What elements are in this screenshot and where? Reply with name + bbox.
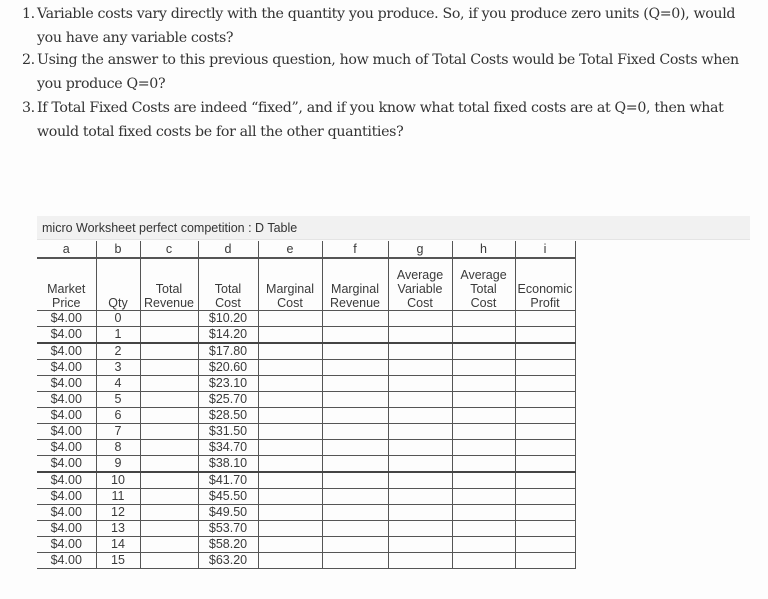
qty-cell[interactable]: 14 bbox=[96, 537, 140, 553]
question-2 bbox=[0, 48, 752, 96]
question-1 bbox=[0, 2, 752, 50]
atc-cell[interactable] bbox=[452, 472, 515, 489]
total-revenue-cell[interactable] bbox=[140, 440, 198, 456]
total-cost-cell[interactable]: $10.20 bbox=[198, 311, 258, 327]
avc-cell[interactable] bbox=[388, 424, 452, 440]
table-row bbox=[37, 311, 575, 327]
worksheet-title: micro Worksheet perfect competition : D Table bbox=[37, 216, 750, 240]
economic-profit-cell[interactable] bbox=[515, 440, 575, 456]
total-revenue-cell[interactable] bbox=[140, 424, 198, 440]
question-number: 3. bbox=[22, 100, 35, 116]
total-revenue-cell[interactable] bbox=[140, 311, 198, 327]
table-row bbox=[37, 456, 575, 473]
column-header bbox=[198, 258, 258, 311]
market-price-cell[interactable]: $4.00 bbox=[37, 521, 96, 537]
market-price-cell[interactable]: $4.00 bbox=[37, 440, 96, 456]
economic-profit-cell[interactable] bbox=[515, 311, 575, 327]
avc-cell[interactable] bbox=[388, 489, 452, 505]
marginal-cost-cell[interactable] bbox=[258, 489, 322, 505]
qty-cell[interactable]: 2 bbox=[96, 343, 140, 360]
qty-cell[interactable]: 4 bbox=[96, 376, 140, 392]
marginal-cost-cell[interactable] bbox=[258, 327, 322, 344]
marginal-revenue-cell[interactable] bbox=[322, 537, 388, 553]
marginal-revenue-cell[interactable] bbox=[322, 311, 388, 327]
qty-cell[interactable]: 8 bbox=[96, 440, 140, 456]
column-header-line: Economic bbox=[517, 282, 573, 296]
table-row bbox=[37, 424, 575, 440]
marginal-revenue-cell[interactable] bbox=[322, 456, 388, 473]
column-letter: h bbox=[452, 241, 515, 258]
table-row bbox=[37, 505, 575, 521]
economic-profit-cell[interactable] bbox=[515, 343, 575, 360]
marginal-cost-cell[interactable] bbox=[258, 311, 322, 327]
total-revenue-cell[interactable] bbox=[140, 521, 198, 537]
question-text: Variable costs vary directly with the quantity you produce. So, if you produce zero units (Q=0), would you have any variable costs? bbox=[37, 6, 736, 46]
marginal-revenue-cell[interactable] bbox=[322, 472, 388, 489]
column-header bbox=[452, 258, 515, 311]
total-revenue-cell[interactable] bbox=[140, 392, 198, 408]
market-price-cell[interactable]: $4.00 bbox=[37, 472, 96, 489]
marginal-revenue-cell[interactable] bbox=[322, 327, 388, 344]
qty-cell[interactable]: 6 bbox=[96, 408, 140, 424]
column-letter: a bbox=[37, 241, 96, 258]
economic-profit-cell[interactable] bbox=[515, 376, 575, 392]
economic-profit-cell[interactable] bbox=[515, 392, 575, 408]
table-row bbox=[37, 408, 575, 424]
marginal-cost-cell[interactable] bbox=[258, 440, 322, 456]
market-price-cell[interactable]: $4.00 bbox=[37, 392, 96, 408]
atc-cell[interactable] bbox=[452, 553, 515, 569]
economic-profit-cell[interactable] bbox=[515, 537, 575, 553]
atc-cell[interactable] bbox=[452, 489, 515, 505]
column-header-line: Price bbox=[52, 296, 81, 310]
total-revenue-cell[interactable] bbox=[140, 489, 198, 505]
column-letter: c bbox=[140, 241, 198, 258]
question-list bbox=[0, 0, 768, 144]
market-price-cell[interactable]: $4.00 bbox=[37, 376, 96, 392]
economic-profit-cell[interactable] bbox=[515, 472, 575, 489]
column-header-line: Revenue bbox=[329, 296, 381, 310]
market-price-cell[interactable]: $4.00 bbox=[37, 424, 96, 440]
marginal-cost-cell[interactable] bbox=[258, 505, 322, 521]
atc-cell[interactable] bbox=[452, 505, 515, 521]
question-number: 2. bbox=[22, 52, 35, 68]
total-revenue-cell[interactable] bbox=[140, 360, 198, 376]
column-header-line: Variable bbox=[397, 282, 443, 296]
column-header-line: Marginal bbox=[266, 282, 314, 296]
atc-cell[interactable] bbox=[452, 440, 515, 456]
economic-profit-cell[interactable] bbox=[515, 489, 575, 505]
column-header bbox=[96, 258, 140, 311]
avc-cell[interactable] bbox=[388, 440, 452, 456]
question-text: If Total Fixed Costs are indeed “fixed”, and if you know what total fixed costs are at Q=0, then what would total fixed costs be for all the other quantities? bbox=[37, 100, 724, 140]
total-revenue-cell[interactable] bbox=[140, 472, 198, 489]
marginal-revenue-cell[interactable] bbox=[322, 505, 388, 521]
total-cost-cell[interactable]: $58.20 bbox=[198, 537, 258, 553]
marginal-cost-cell[interactable] bbox=[258, 553, 322, 569]
column-letter: i bbox=[515, 241, 575, 258]
table-row bbox=[37, 489, 575, 505]
market-price-cell[interactable]: $4.00 bbox=[37, 537, 96, 553]
market-price-cell[interactable]: $4.00 bbox=[37, 408, 96, 424]
marginal-revenue-cell[interactable] bbox=[322, 376, 388, 392]
column-header-line: Marginal bbox=[331, 282, 379, 296]
table-row bbox=[37, 521, 575, 537]
total-cost-cell[interactable]: $17.80 bbox=[198, 343, 258, 360]
total-revenue-cell[interactable] bbox=[140, 505, 198, 521]
avc-cell[interactable] bbox=[388, 456, 452, 473]
total-cost-cell[interactable]: $14.20 bbox=[198, 327, 258, 344]
market-price-cell[interactable]: $4.00 bbox=[37, 505, 96, 521]
atc-cell[interactable] bbox=[452, 408, 515, 424]
marginal-revenue-cell[interactable] bbox=[322, 521, 388, 537]
column-header-line: Qty bbox=[108, 296, 128, 310]
avc-cell[interactable] bbox=[388, 521, 452, 537]
table-row bbox=[37, 440, 575, 456]
question-text: Using the answer to this previous question, how much of Total Costs would be Total Fixed Costs when you produce Q=0? bbox=[37, 52, 739, 92]
marginal-revenue-cell[interactable] bbox=[322, 424, 388, 440]
atc-cell[interactable] bbox=[452, 327, 515, 344]
avc-cell[interactable] bbox=[388, 505, 452, 521]
market-price-cell[interactable]: $4.00 bbox=[37, 489, 96, 505]
column-header-line: Cost bbox=[407, 296, 433, 310]
avc-cell[interactable] bbox=[388, 311, 452, 327]
qty-cell[interactable]: 9 bbox=[96, 456, 140, 473]
total-cost-cell[interactable]: $38.10 bbox=[198, 456, 258, 473]
column-letter: g bbox=[388, 241, 452, 258]
column-letter: b bbox=[96, 241, 140, 258]
column-header-line: Profit bbox=[530, 296, 560, 310]
avc-cell[interactable] bbox=[388, 537, 452, 553]
qty-cell[interactable]: 0 bbox=[96, 311, 140, 327]
marginal-revenue-cell[interactable] bbox=[322, 392, 388, 408]
marginal-revenue-cell[interactable] bbox=[322, 360, 388, 376]
total-cost-cell[interactable]: $28.50 bbox=[198, 408, 258, 424]
table-row bbox=[37, 360, 575, 376]
economic-profit-cell[interactable] bbox=[515, 360, 575, 376]
atc-cell[interactable] bbox=[452, 360, 515, 376]
column-header bbox=[37, 258, 96, 311]
column-letter: e bbox=[258, 241, 322, 258]
total-revenue-cell[interactable] bbox=[140, 343, 198, 360]
qty-cell[interactable]: 12 bbox=[96, 505, 140, 521]
qty-cell[interactable]: 11 bbox=[96, 489, 140, 505]
atc-cell[interactable] bbox=[452, 376, 515, 392]
market-price-cell[interactable]: $4.00 bbox=[37, 360, 96, 376]
avc-cell[interactable] bbox=[388, 343, 452, 360]
column-header bbox=[322, 258, 388, 311]
total-revenue-cell[interactable] bbox=[140, 456, 198, 473]
economic-profit-cell[interactable] bbox=[515, 521, 575, 537]
qty-cell[interactable]: 3 bbox=[96, 360, 140, 376]
avc-cell[interactable] bbox=[388, 360, 452, 376]
avc-cell[interactable] bbox=[388, 376, 452, 392]
column-header-line bbox=[97, 282, 140, 296]
economic-profit-cell[interactable] bbox=[515, 424, 575, 440]
table-row bbox=[37, 537, 575, 553]
atc-cell[interactable] bbox=[452, 537, 515, 553]
marginal-cost-cell[interactable] bbox=[258, 360, 322, 376]
marginal-revenue-cell[interactable] bbox=[322, 343, 388, 360]
marginal-cost-cell[interactable] bbox=[258, 424, 322, 440]
table-row bbox=[37, 343, 575, 360]
atc-cell[interactable] bbox=[452, 424, 515, 440]
qty-cell[interactable]: 15 bbox=[96, 553, 140, 569]
marginal-revenue-cell[interactable] bbox=[322, 553, 388, 569]
total-cost-cell[interactable]: $63.20 bbox=[198, 553, 258, 569]
qty-cell[interactable]: 10 bbox=[96, 472, 140, 489]
cost-table bbox=[37, 241, 576, 569]
economic-profit-cell[interactable] bbox=[515, 327, 575, 344]
total-cost-cell[interactable]: $53.70 bbox=[198, 521, 258, 537]
economic-profit-cell[interactable] bbox=[515, 456, 575, 473]
qty-cell[interactable]: 13 bbox=[96, 521, 140, 537]
total-cost-cell[interactable]: $20.60 bbox=[198, 360, 258, 376]
total-cost-cell[interactable]: $45.50 bbox=[198, 489, 258, 505]
column-header-line: Market bbox=[47, 282, 86, 296]
market-price-cell[interactable]: $4.00 bbox=[37, 553, 96, 569]
qty-cell[interactable]: 5 bbox=[96, 392, 140, 408]
marginal-cost-cell[interactable] bbox=[258, 537, 322, 553]
total-revenue-cell[interactable] bbox=[140, 537, 198, 553]
total-revenue-cell[interactable] bbox=[140, 553, 198, 569]
atc-cell[interactable] bbox=[452, 392, 515, 408]
marginal-cost-cell[interactable] bbox=[258, 408, 322, 424]
marginal-revenue-cell[interactable] bbox=[322, 489, 388, 505]
column-letter: f bbox=[322, 241, 388, 258]
column-header-line: Average bbox=[460, 268, 507, 282]
total-cost-cell[interactable]: $34.70 bbox=[198, 440, 258, 456]
column-header-line: Revenue bbox=[143, 296, 195, 310]
economic-profit-cell[interactable] bbox=[515, 408, 575, 424]
atc-cell[interactable] bbox=[452, 521, 515, 537]
total-cost-cell[interactable]: $41.70 bbox=[198, 472, 258, 489]
marginal-cost-cell[interactable] bbox=[258, 521, 322, 537]
question-3 bbox=[0, 96, 752, 144]
marginal-revenue-cell[interactable] bbox=[322, 440, 388, 456]
qty-cell[interactable]: 1 bbox=[96, 327, 140, 344]
atc-cell[interactable] bbox=[452, 311, 515, 327]
column-letter: d bbox=[198, 241, 258, 258]
column-header bbox=[388, 258, 452, 311]
avc-cell[interactable] bbox=[388, 392, 452, 408]
market-price-cell[interactable]: $4.00 bbox=[37, 456, 96, 473]
total-cost-cell[interactable]: $23.10 bbox=[198, 376, 258, 392]
avc-cell[interactable] bbox=[388, 472, 452, 489]
atc-cell[interactable] bbox=[452, 456, 515, 473]
table-row bbox=[37, 553, 575, 569]
column-header-line: Total bbox=[470, 282, 497, 296]
economic-profit-cell[interactable] bbox=[515, 553, 575, 569]
total-cost-cell[interactable]: $31.50 bbox=[198, 424, 258, 440]
total-revenue-cell[interactable] bbox=[140, 327, 198, 344]
column-header-line: Cost bbox=[215, 296, 241, 310]
table-row bbox=[37, 327, 575, 344]
total-cost-cell[interactable]: $49.50 bbox=[198, 505, 258, 521]
market-price-cell[interactable]: $4.00 bbox=[37, 343, 96, 360]
table-body bbox=[37, 311, 575, 569]
question-number: 1. bbox=[22, 6, 35, 22]
column-letter-row bbox=[37, 241, 575, 258]
column-header-line: Cost bbox=[470, 296, 497, 310]
column-header bbox=[258, 258, 322, 311]
column-header-line: Total bbox=[155, 282, 183, 296]
marginal-cost-cell[interactable] bbox=[258, 472, 322, 489]
column-header-line: Average bbox=[396, 268, 444, 282]
total-cost-cell[interactable]: $25.70 bbox=[198, 392, 258, 408]
column-header-line: Total bbox=[214, 282, 242, 296]
column-header bbox=[140, 258, 198, 311]
table-row bbox=[37, 392, 575, 408]
qty-cell[interactable]: 7 bbox=[96, 424, 140, 440]
marginal-cost-cell[interactable] bbox=[258, 343, 322, 360]
avc-cell[interactable] bbox=[388, 327, 452, 344]
marginal-cost-cell[interactable] bbox=[258, 456, 322, 473]
table-row bbox=[37, 376, 575, 392]
column-header-row bbox=[37, 258, 575, 311]
avc-cell[interactable] bbox=[388, 553, 452, 569]
market-price-cell[interactable]: $4.00 bbox=[37, 311, 96, 327]
economic-profit-cell[interactable] bbox=[515, 505, 575, 521]
column-header bbox=[515, 258, 575, 311]
marginal-revenue-cell[interactable] bbox=[322, 408, 388, 424]
marginal-cost-cell[interactable] bbox=[258, 392, 322, 408]
atc-cell[interactable] bbox=[452, 343, 515, 360]
market-price-cell[interactable]: $4.00 bbox=[37, 327, 96, 344]
column-header-line: Cost bbox=[277, 296, 303, 310]
marginal-cost-cell[interactable] bbox=[258, 376, 322, 392]
total-revenue-cell[interactable] bbox=[140, 408, 198, 424]
avc-cell[interactable] bbox=[388, 408, 452, 424]
table-row bbox=[37, 472, 575, 489]
total-revenue-cell[interactable] bbox=[140, 376, 198, 392]
